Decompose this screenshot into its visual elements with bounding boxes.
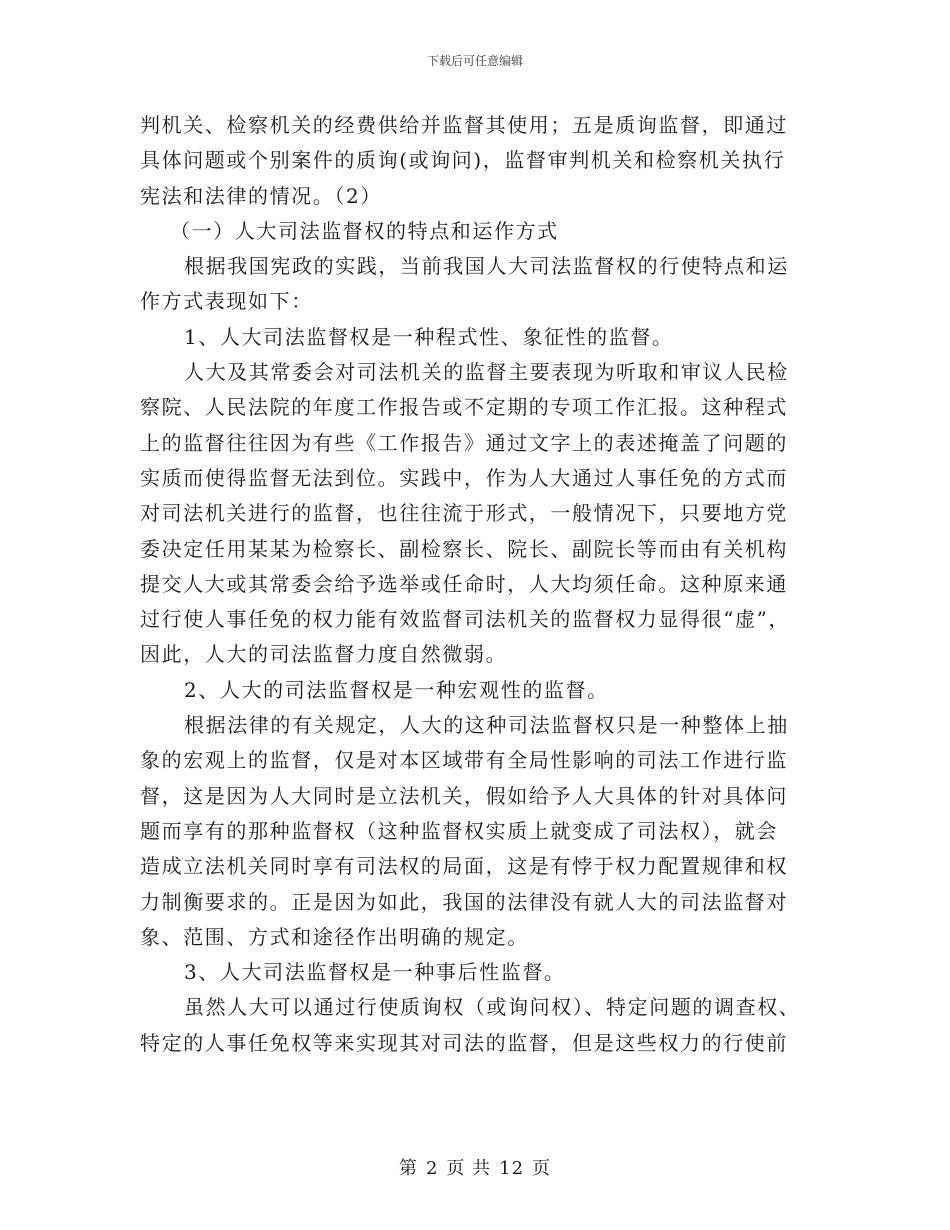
footer-middle: 页 共: [446, 1158, 492, 1179]
body-line: 提交人大或其常委会给予选举或任命时，人大均须任命。这种原来通: [140, 571, 788, 596]
body-line: 察院、人民法院的年度工作报告或不定期的专项工作汇报。这种程式: [140, 395, 788, 420]
current-page-number: 2: [425, 1158, 439, 1179]
body-line: 因此，人大的司法监督力度自然微弱。: [140, 642, 508, 667]
body-line: 象的宏观上的监督，仅是对本区域带有全局性影响的司法工作进行监: [140, 748, 788, 773]
body-line: 题而享有的那种监督权（这种监督权实质上就变成了司法权），就会: [140, 818, 778, 843]
body-line: 力制衡要求的。正是因为如此，我国的法律没有就人大的司法监督对: [140, 889, 788, 914]
body-line: 象、范围、方式和途径作出明确的规定。: [140, 924, 529, 949]
body-line: 过行使人事任免的权力能有效监督司法机关的监督权力显得很“虚”，: [140, 607, 791, 632]
total-pages-number: 12: [499, 1158, 525, 1179]
body-line: 宪法和法律的情况。（2）: [140, 183, 382, 208]
subheading-2: 2、人大的司法监督权是一种宏观性的监督。: [184, 677, 609, 702]
body-line: 虽然人大可以通过行使质询权（或询问权）、特定问题的调查权、: [184, 995, 801, 1020]
body-line: 根据我国宪政的实践，当前我国人大司法监督权的行使特点和运: [184, 254, 789, 279]
page-footer: [0, 1154, 950, 1180]
body-line: 督，这是因为人大同时是立法机关，假如给予人大具体的针对具体问: [140, 783, 788, 808]
body-line: 造成立法机关同时享有司法权的局面，这是有悖于权力配置规律和权: [140, 854, 788, 879]
body-line: 实质而使得监督无法到位。实践中，作为人大通过人事任免的方式而: [140, 465, 788, 490]
body-line: 上的监督往往因为有些《工作报告》通过文字上的表述掩盖了问题的: [140, 430, 788, 455]
subheading-1: 1、人大司法监督权是一种程式性、象征性的监督。: [184, 324, 674, 349]
body-line: 根据法律的有关规定，人大的这种司法监督权只是一种整体上抽: [184, 713, 789, 738]
body-line: 作方式表现如下：: [140, 289, 313, 314]
page-header: 下载后可任意编辑: [426, 54, 523, 68]
body-line: 具体问题或个别案件的质询(或询问)，监督审判机关和检察机关执行: [140, 148, 786, 173]
body-line: 特定的人事任免权等来实现其对司法的监督，但是这些权力的行使前: [140, 1030, 788, 1055]
section-heading: （一）人大司法监督权的特点和运作方式: [170, 218, 559, 243]
body-line: 人大及其常委会对司法机关的监督主要表现为听取和审议人民检: [184, 360, 789, 385]
body-line: 委决定任用某某为检察长、副检察长、院长、副院长等而由有关机构: [140, 536, 788, 561]
document-body: [140, 108, 810, 1061]
body-line: 对司法机关进行的监督，也往往流于形式，一般情况下，只要地方党: [140, 501, 788, 526]
body-line: 判机关、检察机关的经费供给并监督其使用；五是质询监督，即通过: [140, 113, 788, 137]
footer-suffix: 页: [532, 1158, 552, 1179]
footer-prefix: 第: [398, 1158, 418, 1179]
subheading-3: 3、人大司法监督权是一种事后性监督。: [184, 960, 566, 985]
